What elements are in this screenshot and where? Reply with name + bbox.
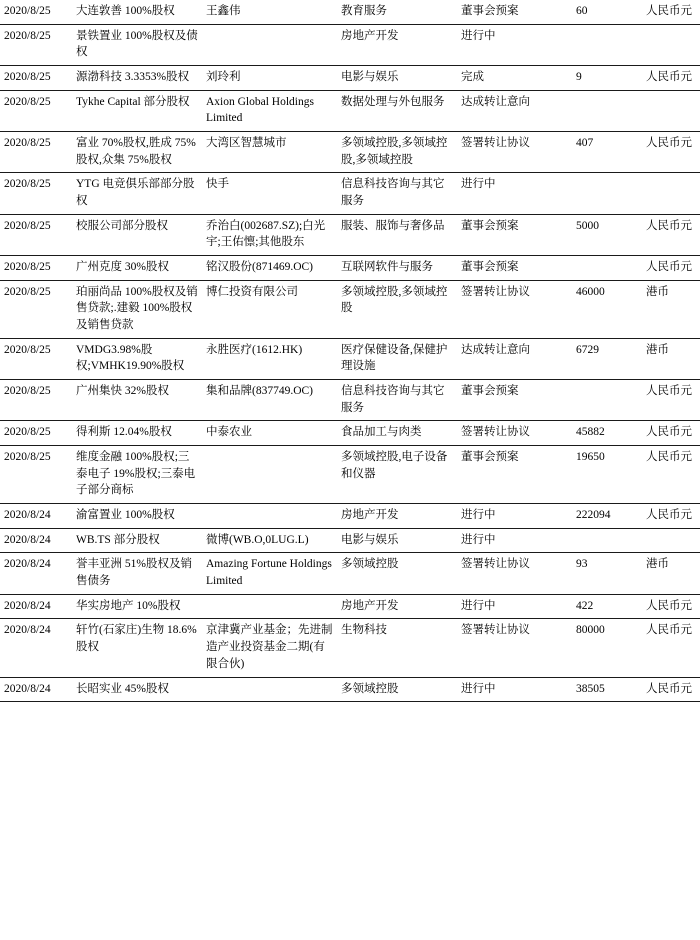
cell-target: 轩竹(石家庄)生物 18.6%股权 [72, 619, 202, 677]
table-row [0, 594, 700, 619]
cell-status: 董事会预案 [457, 256, 572, 281]
cell-status: 进行中 [457, 173, 572, 214]
cell-date: 2020/8/25 [0, 421, 72, 446]
cell-status: 签署转让协议 [457, 553, 572, 594]
cell-amount: 46000 [572, 280, 642, 338]
cell-status: 董事会预案 [457, 214, 572, 255]
cell-target: 维度金融 100%股权;三泰电子 19%股权;三泰电子部分商标 [72, 446, 202, 504]
cell-amount: 60 [572, 0, 642, 24]
cell-buyer: 王鑫伟 [202, 0, 337, 24]
table-row [0, 66, 700, 91]
cell-target: 广州克度 30%股权 [72, 256, 202, 281]
table-row [0, 90, 700, 131]
cell-industry: 多领域控股 [337, 677, 457, 702]
cell-date: 2020/8/24 [0, 619, 72, 677]
cell-status: 进行中 [457, 594, 572, 619]
cell-currency [642, 173, 700, 214]
cell-status: 签署转让协议 [457, 132, 572, 173]
cell-buyer: 大湾区智慧城市 [202, 132, 337, 173]
cell-buyer [202, 446, 337, 504]
cell-buyer: 博仁投资有限公司 [202, 280, 337, 338]
cell-buyer: 微博(WB.O,0LUG.L) [202, 528, 337, 553]
cell-target: YTG 电竞俱乐部部分股权 [72, 173, 202, 214]
cell-buyer: 快手 [202, 173, 337, 214]
cell-industry: 服装、服饰与奢侈品 [337, 214, 457, 255]
cell-status: 进行中 [457, 677, 572, 702]
cell-industry: 教育服务 [337, 0, 457, 24]
table-row [0, 214, 700, 255]
cell-currency: 人民币元 [642, 421, 700, 446]
cell-status: 签署转让协议 [457, 421, 572, 446]
cell-industry: 房地产开发 [337, 504, 457, 529]
cell-amount [572, 90, 642, 131]
cell-target: 渝富置业 100%股权 [72, 504, 202, 529]
cell-currency: 港币 [642, 553, 700, 594]
cell-amount: 6729 [572, 338, 642, 379]
cell-currency: 人民币元 [642, 380, 700, 421]
table-row [0, 132, 700, 173]
cell-target: 誉丰亚洲 51%股权及销售债务 [72, 553, 202, 594]
cell-date: 2020/8/25 [0, 256, 72, 281]
cell-industry: 信息科技咨询与其它服务 [337, 380, 457, 421]
cell-amount: 407 [572, 132, 642, 173]
cell-status: 进行中 [457, 24, 572, 65]
cell-target: 源渤科技 3.3353%股权 [72, 66, 202, 91]
cell-buyer [202, 594, 337, 619]
cell-target: 长昭实业 45%股权 [72, 677, 202, 702]
cell-industry: 电影与娱乐 [337, 66, 457, 91]
cell-industry: 医疗保健设备,保健护理设施 [337, 338, 457, 379]
cell-date: 2020/8/25 [0, 132, 72, 173]
cell-date: 2020/8/25 [0, 66, 72, 91]
cell-date: 2020/8/25 [0, 380, 72, 421]
cell-date: 2020/8/24 [0, 504, 72, 529]
cell-buyer: 集和品牌(837749.OC) [202, 380, 337, 421]
table-row [0, 528, 700, 553]
cell-date: 2020/8/25 [0, 173, 72, 214]
cell-date: 2020/8/25 [0, 90, 72, 131]
cell-target: 富业 70%股权,胜成 75%股权,众集 75%股权 [72, 132, 202, 173]
cell-currency: 人民币元 [642, 256, 700, 281]
cell-industry: 多领域控股 [337, 553, 457, 594]
table-row [0, 24, 700, 65]
table-row [0, 0, 700, 24]
cell-buyer: 乔治白(002687.SZ);白光宇;王佑懔;其他股东 [202, 214, 337, 255]
cell-currency: 人民币元 [642, 214, 700, 255]
cell-buyer: 铭汉股份(871469.OC) [202, 256, 337, 281]
cell-industry: 房地产开发 [337, 594, 457, 619]
cell-buyer [202, 677, 337, 702]
cell-industry: 多领域控股,多领域控股,多领域控股 [337, 132, 457, 173]
cell-status: 董事会预案 [457, 446, 572, 504]
cell-buyer: 京津冀产业基金；先进制造产业投资基金二期(有限合伙) [202, 619, 337, 677]
cell-amount: 45882 [572, 421, 642, 446]
cell-amount: 222094 [572, 504, 642, 529]
cell-buyer: Axion Global Holdings Limited [202, 90, 337, 131]
cell-status: 进行中 [457, 528, 572, 553]
cell-buyer: 永胜医疗(1612.HK) [202, 338, 337, 379]
cell-status: 签署转让协议 [457, 280, 572, 338]
cell-status: 达成转让意向 [457, 90, 572, 131]
table-row [0, 380, 700, 421]
cell-amount [572, 256, 642, 281]
cell-industry: 生物科技 [337, 619, 457, 677]
cell-amount [572, 24, 642, 65]
cell-date: 2020/8/24 [0, 528, 72, 553]
cell-status: 达成转让意向 [457, 338, 572, 379]
cell-currency [642, 528, 700, 553]
cell-industry: 多领域控股,多领域控股 [337, 280, 457, 338]
cell-buyer: 中泰农业 [202, 421, 337, 446]
table-row [0, 677, 700, 702]
cell-amount: 38505 [572, 677, 642, 702]
cell-amount: 5000 [572, 214, 642, 255]
cell-currency: 人民币元 [642, 619, 700, 677]
cell-target: 得利斯 12.04%股权 [72, 421, 202, 446]
cell-status: 完成 [457, 66, 572, 91]
cell-buyer [202, 24, 337, 65]
cell-amount: 80000 [572, 619, 642, 677]
cell-amount [572, 380, 642, 421]
cell-target: Tykhe Capital 部分股权 [72, 90, 202, 131]
cell-currency: 人民币元 [642, 677, 700, 702]
table-row [0, 504, 700, 529]
cell-industry: 电影与娱乐 [337, 528, 457, 553]
cell-buyer [202, 504, 337, 529]
cell-currency: 港币 [642, 338, 700, 379]
cell-amount: 422 [572, 594, 642, 619]
cell-industry: 食品加工与肉类 [337, 421, 457, 446]
cell-date: 2020/8/24 [0, 677, 72, 702]
cell-target: 广州集快 32%股权 [72, 380, 202, 421]
cell-buyer: Amazing Fortune Holdings Limited [202, 553, 337, 594]
cell-status: 董事会预案 [457, 380, 572, 421]
cell-target: WB.TS 部分股权 [72, 528, 202, 553]
table-row [0, 173, 700, 214]
cell-amount [572, 173, 642, 214]
cell-buyer: 刘玲利 [202, 66, 337, 91]
cell-status: 签署转让协议 [457, 619, 572, 677]
table-row [0, 553, 700, 594]
cell-date: 2020/8/25 [0, 0, 72, 24]
cell-target: 校服公司部分股权 [72, 214, 202, 255]
cell-status: 董事会预案 [457, 0, 572, 24]
table-row [0, 256, 700, 281]
table-row [0, 619, 700, 677]
table-row [0, 338, 700, 379]
table-row [0, 280, 700, 338]
cell-currency [642, 90, 700, 131]
cell-industry: 房地产开发 [337, 24, 457, 65]
cell-amount: 19650 [572, 446, 642, 504]
cell-industry: 互联网软件与服务 [337, 256, 457, 281]
table-row [0, 421, 700, 446]
cell-currency: 人民币元 [642, 132, 700, 173]
cell-target: 景铁置业 100%股权及债权 [72, 24, 202, 65]
cell-target: 华实房地产 10%股权 [72, 594, 202, 619]
cell-amount [572, 528, 642, 553]
cell-target: 大连敦善 100%股权 [72, 0, 202, 24]
cell-target: 珀丽尚品 100%股权及销售贷款;.建毅 100%股权及销售贷款 [72, 280, 202, 338]
cell-industry: 数据处理与外包服务 [337, 90, 457, 131]
cell-industry: 信息科技咨询与其它服务 [337, 173, 457, 214]
cell-currency: 人民币元 [642, 504, 700, 529]
cell-amount: 9 [572, 66, 642, 91]
cell-currency: 人民币元 [642, 446, 700, 504]
cell-date: 2020/8/25 [0, 338, 72, 379]
cell-currency: 人民币元 [642, 0, 700, 24]
cell-amount: 93 [572, 553, 642, 594]
cell-currency: 人民币元 [642, 66, 700, 91]
cell-industry: 多领域控股,电子设备和仪器 [337, 446, 457, 504]
cell-date: 2020/8/25 [0, 280, 72, 338]
cell-date: 2020/8/24 [0, 594, 72, 619]
cell-date: 2020/8/25 [0, 214, 72, 255]
cell-date: 2020/8/24 [0, 553, 72, 594]
cell-status: 进行中 [457, 504, 572, 529]
cell-currency [642, 24, 700, 65]
cell-target: VMDG3.98%股权;VMHK19.90%股权 [72, 338, 202, 379]
cell-date: 2020/8/25 [0, 24, 72, 65]
cell-date: 2020/8/25 [0, 446, 72, 504]
table-row [0, 446, 700, 504]
cell-currency: 人民币元 [642, 594, 700, 619]
cell-currency: 港币 [642, 280, 700, 338]
